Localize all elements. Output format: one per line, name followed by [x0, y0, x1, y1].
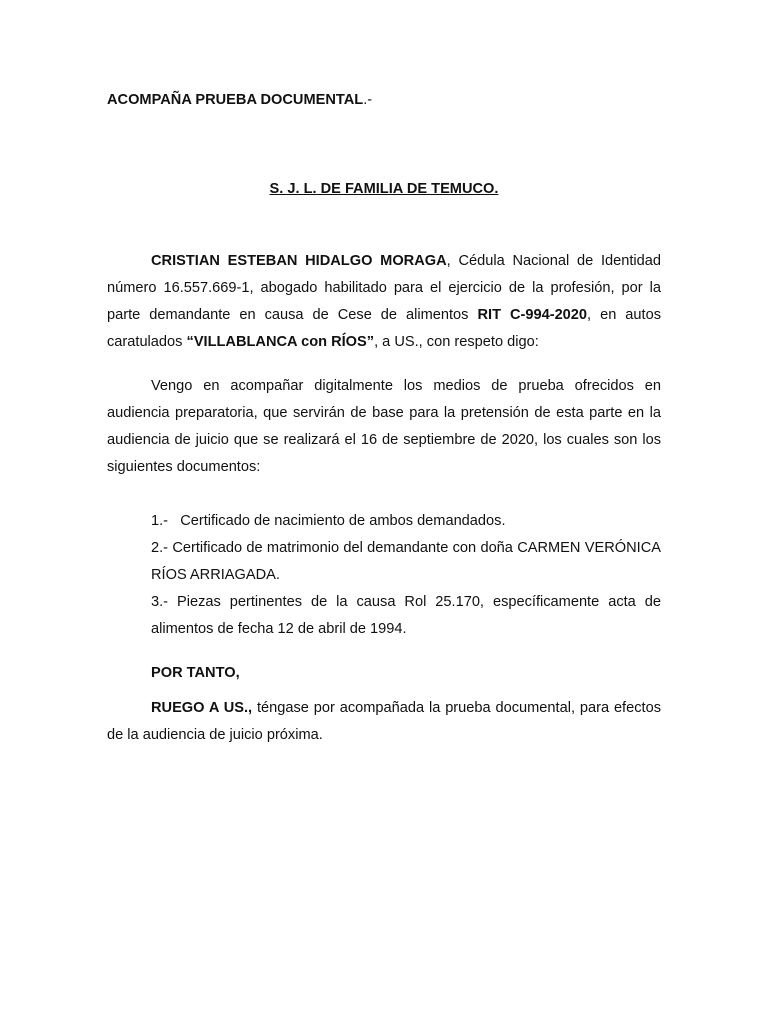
heading-tail: .-: [363, 92, 373, 108]
list-item: 3.- Piezas pertinentes de la causa Rol 25.170, específicamente acta de alimentos de fecha 12 de abril de 1994.: [151, 594, 661, 637]
request-text: téngase por acompañada la prueba documental, para efectos de la audiencia de juicio próxima.: [107, 700, 661, 743]
case-rit: RIT C-994-2020: [477, 307, 588, 323]
court-name: S. J. L. DE FAMILIA DE TEMUCO.: [269, 181, 499, 197]
evidence-text: Vengo en acompañar digitalmente los medios de prueba ofrecidos en audiencia preparatoria, que servirán de base para la pretensión de esta parte en la audiencia de juicio que se realizará el 16 de septiembre de 2020, los cuales son los siguientes documentos:: [107, 378, 661, 475]
request-lead: RUEGO A US.,: [151, 700, 253, 716]
paragraph-evidence: [107, 373, 661, 481]
intro-text-1: , Cédula Nacional de Identidad número 16.557.669-1, abogado habilitado para el ejercicio de la profesión, por la parte demandante en causa de Cese de alimentos: [107, 253, 662, 323]
heading-title: ACOMPAÑA PRUEBA DOCUMENTAL: [107, 92, 364, 108]
intro-text-3: , a US., con respeto digo:: [374, 334, 539, 350]
paragraph-intro: [107, 248, 661, 356]
list-item: 2.- Certificado de matrimonio del demandante con doña CARMEN VERÓNICA RÍOS ARRIAGADA.: [151, 540, 661, 583]
court-addressee: [107, 176, 661, 203]
lawyer-name: CRISTIAN ESTEBAN HIDALGO MORAGA: [151, 253, 447, 269]
document-heading: [107, 87, 661, 114]
document-list: [151, 508, 661, 643]
case-caption: “VILLABLANCA con RÍOS”: [186, 334, 375, 350]
closing-heading: [107, 660, 661, 687]
list-item: 1.- Certificado de nacimiento de ambos demandados.: [151, 513, 506, 529]
intro-text-2: , en autos caratulados: [107, 307, 662, 350]
paragraph-request: [107, 695, 661, 749]
por-tanto: POR TANTO,: [151, 665, 240, 681]
